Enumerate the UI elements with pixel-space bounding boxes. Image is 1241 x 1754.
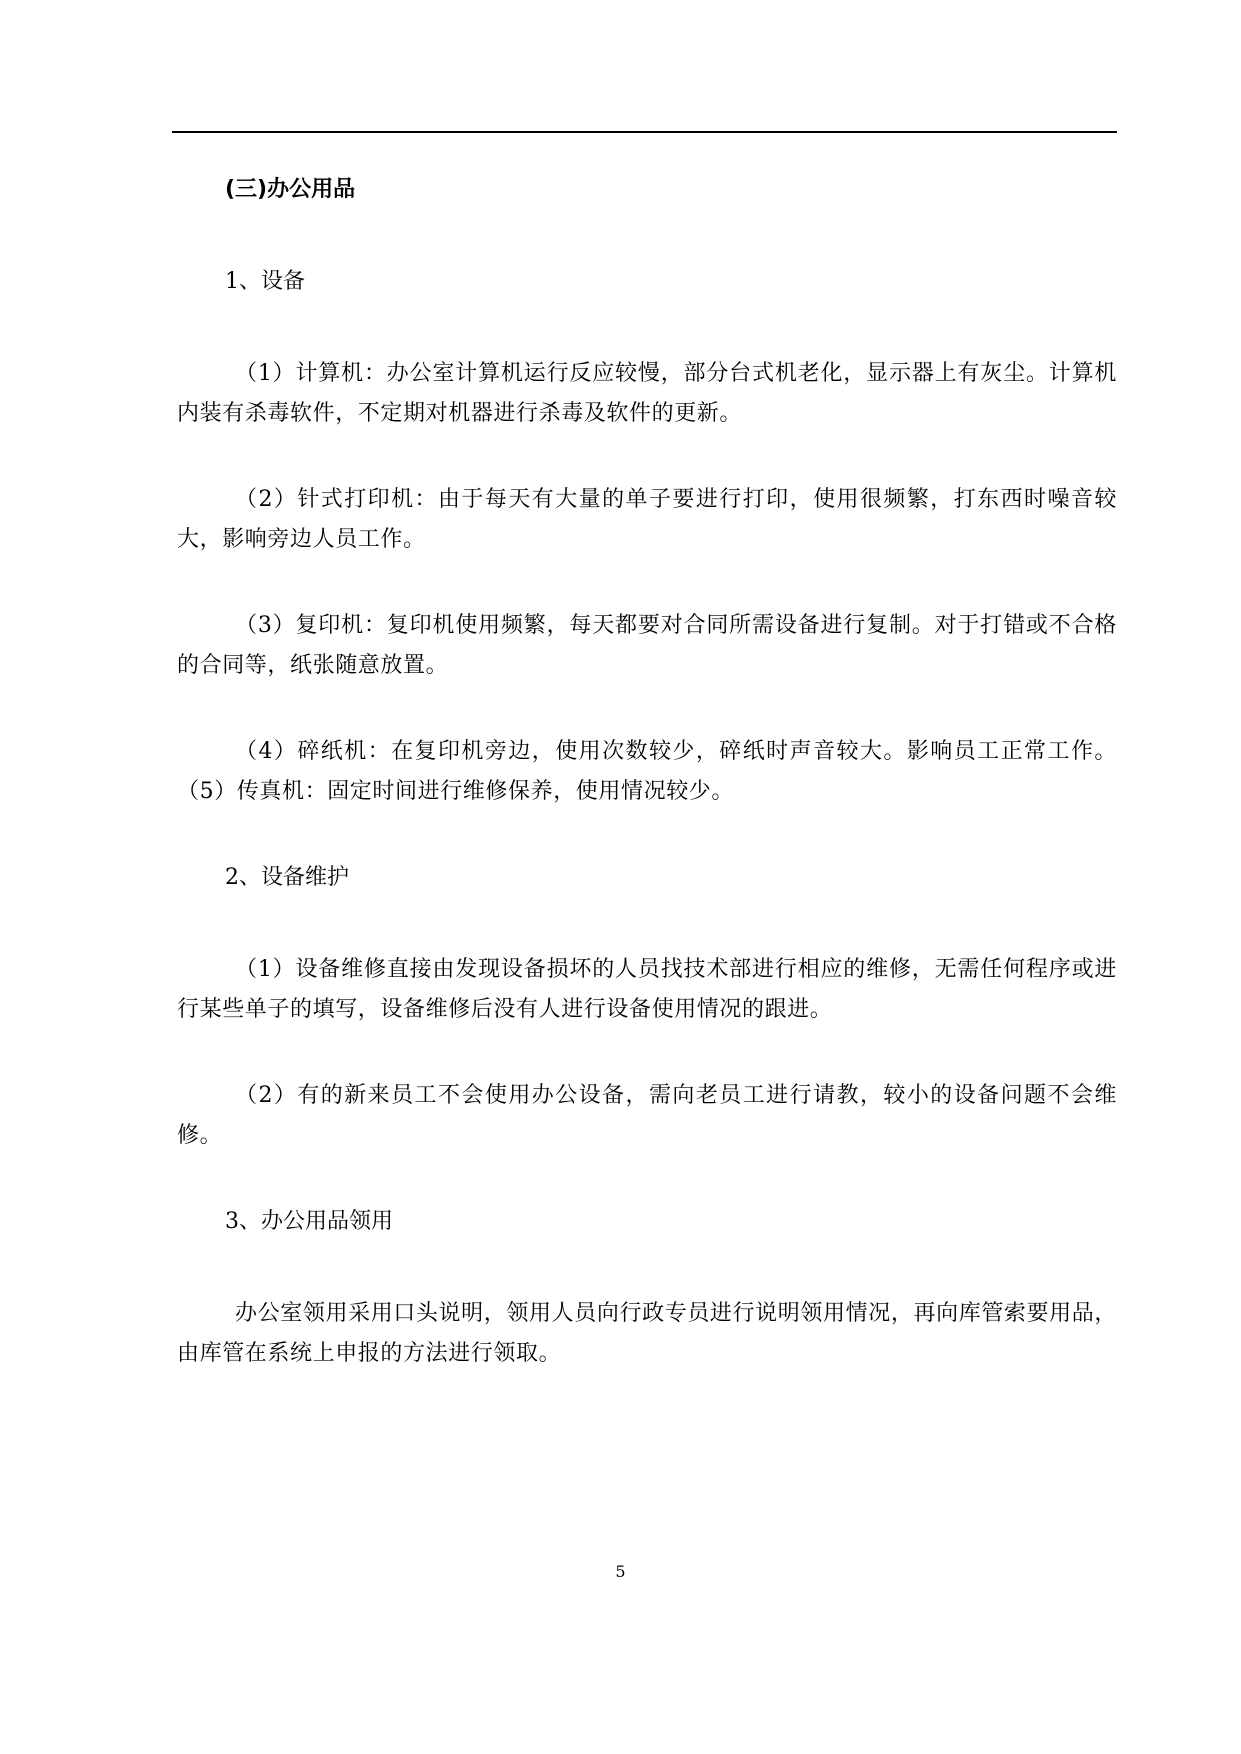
section-title: (三)办公用品: [225, 177, 356, 202]
page-number: 5: [615, 1562, 626, 1581]
heading-equipment-maintenance: 2、设备维护: [225, 865, 349, 890]
paragraph-computer: （1）计算机：办公室计算机运行反应较慢，部分台式机老化，显示器上有灰尘。计算机内装有杀毒软件，不定期对机器进行杀毒及软件的更新。: [177, 361, 1117, 426]
paragraph-new-staff: （2）有的新来员工不会使用办公设备，需向老员工进行请教，较小的设备问题不会维修。: [177, 1083, 1117, 1148]
paragraph-maintenance-process: （1）设备维修直接由发现设备损坏的人员找技术部进行相应的维修，无需任何程序或进行某些单子的填写，设备维修后没有人进行设备使用情况的跟进。: [177, 957, 1117, 1022]
heading-supplies-requisition: 3、办公用品领用: [225, 1209, 393, 1234]
paragraph-shredder-fax: （4）碎纸机：在复印机旁边，使用次数较少，碎纸时声音较大。影响员工正常工作。（5）传真机：固定时间进行维修保养，使用情况较少。: [177, 739, 1117, 804]
paragraph-dot-matrix-printer: （2）针式打印机：由于每天有大量的单子要进行打印，使用很频繁，打东西时噪音较大，影响旁边人员工作。: [177, 487, 1117, 552]
paragraph-requisition: 办公室领用采用口头说明，领用人员向行政专员进行说明领用情况，再向库管索要用品，由库管在系统上申报的方法进行领取。: [177, 1301, 1117, 1366]
document-body: [177, 170, 1117, 1420]
paragraph-copier: （3）复印机：复印机使用频繁，每天都要对合同所需设备进行复制。对于打错或不合格的合同等，纸张随意放置。: [177, 613, 1117, 678]
heading-equipment: 1、设备: [225, 269, 305, 294]
header-rule: [172, 131, 1117, 133]
